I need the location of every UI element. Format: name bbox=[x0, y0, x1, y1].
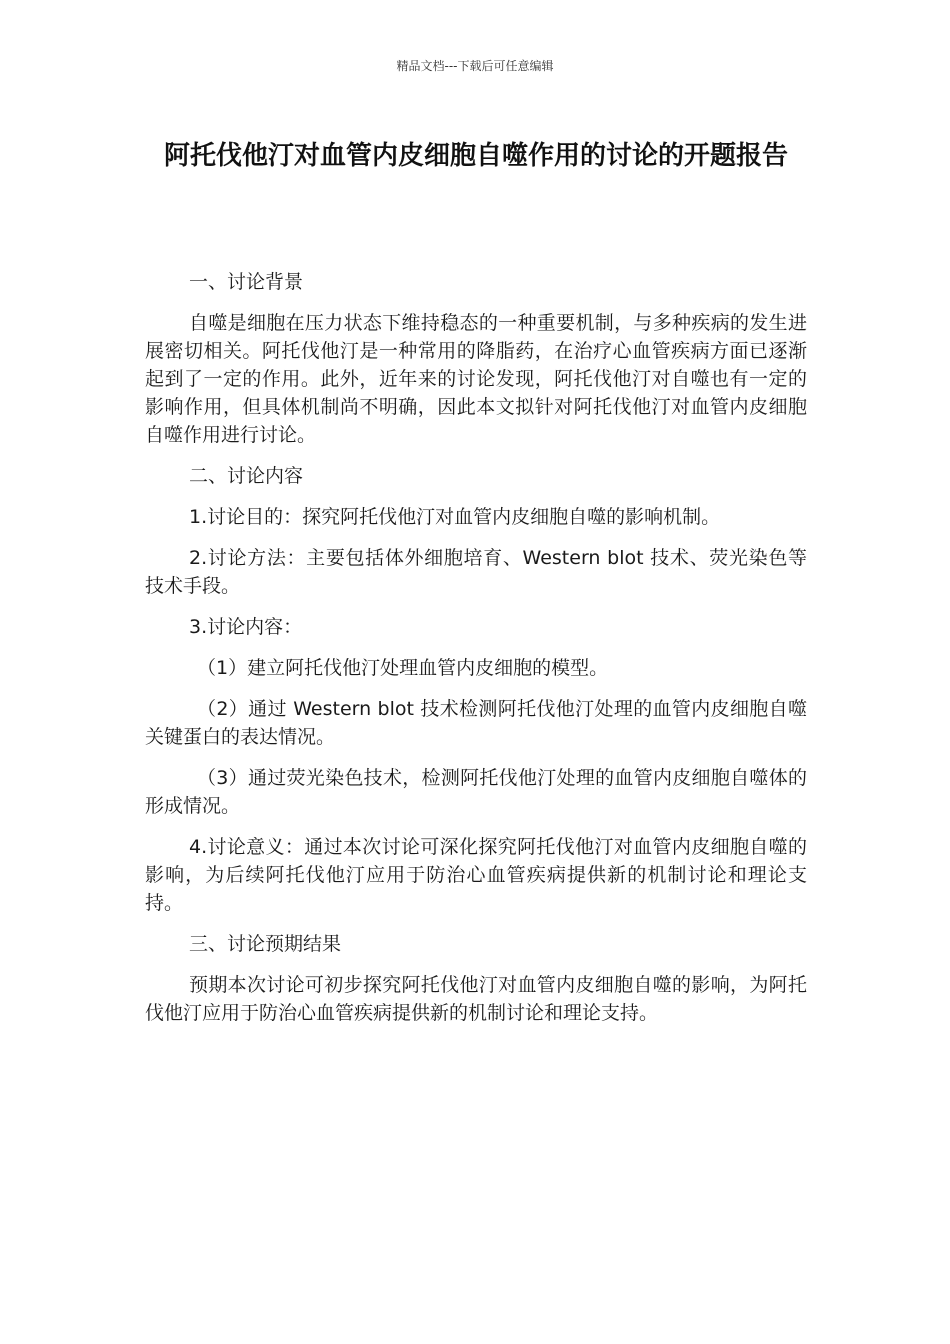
content-subitem-2: （2）通过 Western blot 技术检测阿托伐他汀处理的血管内皮细胞自噬关键蛋白的表达情况。 bbox=[145, 698, 807, 748]
background-paragraph: 自噬是细胞在压力状态下维持稳态的一种重要机制，与多种疾病的发生进展密切相关。阿托伐他汀是一种常用的降脂药，在治疗心血管疾病方面已逐渐起到了一定的作用。此外，近年来的讨论发现，阿托伐他汀对自噬也有一定的影响作用，但具体机制尚不明确，因此本文拟针对阿托伐他汀对血管内皮细胞自噬作用进行讨论。 bbox=[145, 312, 807, 446]
section-heading-content: 二、讨论内容 bbox=[189, 465, 304, 487]
document-title: 阿托伐他汀对血管内皮细胞自噬作用的讨论的开题报告 bbox=[163, 141, 788, 171]
content-subitem-3: （3）通过荧光染色技术，检测阿托伐他汀处理的血管内皮细胞自噬体的形成情况。 bbox=[145, 767, 807, 817]
content-item-purpose: 1.讨论目的：探究阿托伐他汀对血管内皮细胞自噬的影响机制。 bbox=[189, 506, 721, 528]
expected-paragraph: 预期本次讨论可初步探究阿托伐他汀对血管内皮细胞自噬的影响，为阿托伐他汀应用于防治心血管疾病提供新的机制讨论和理论支持。 bbox=[145, 974, 807, 1024]
content-item-contents: 3.讨论内容： bbox=[189, 616, 303, 638]
section-heading-background: 一、讨论背景 bbox=[189, 271, 304, 293]
content-subitem-1: （1）建立阿托伐他汀处理血管内皮细胞的模型。 bbox=[197, 657, 609, 679]
header-note: 精品文档---下载后可任意编辑 bbox=[396, 59, 554, 73]
content-item-significance: 4.讨论意义：通过本次讨论可深化探究阿托伐他汀对血管内皮细胞自噬的影响，为后续阿托伐他汀应用于防治心血管疾病提供新的机制讨论和理论支持。 bbox=[145, 836, 807, 914]
content-item-methods: 2.讨论方法：主要包括体外细胞培育、Western blot 技术、荧光染色等技术手段。 bbox=[145, 547, 807, 597]
document-body bbox=[145, 268, 807, 1040]
section-heading-expected: 三、讨论预期结果 bbox=[189, 933, 342, 955]
